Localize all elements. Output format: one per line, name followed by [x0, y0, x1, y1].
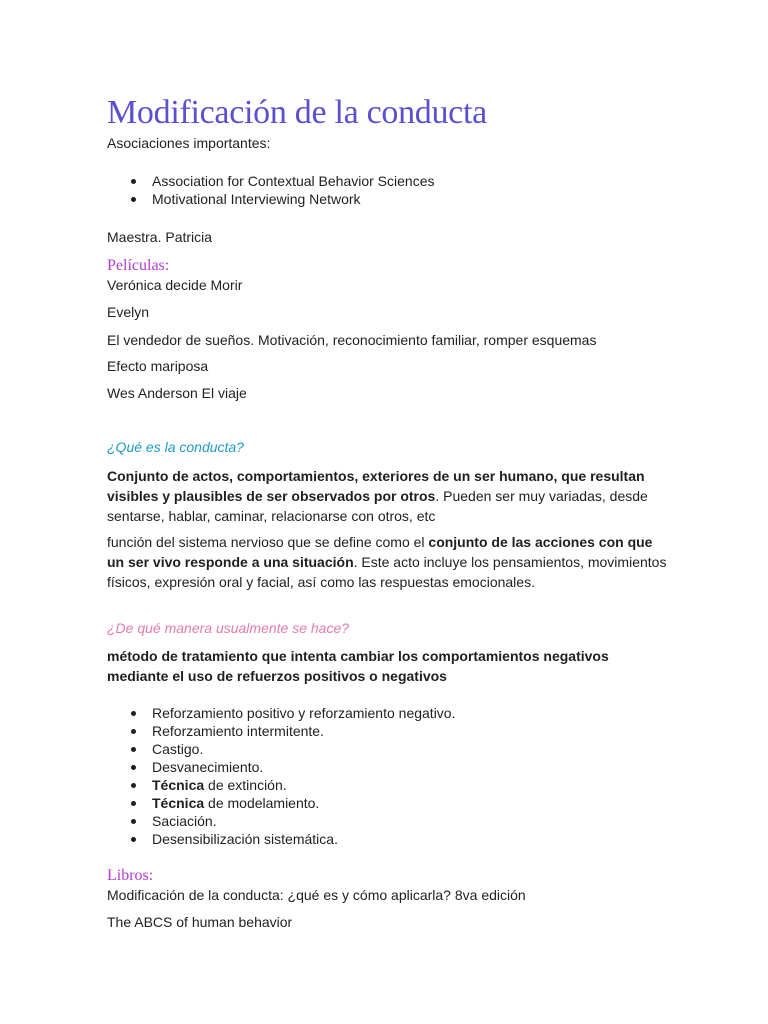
technique-text: Desensibilización sistemática. [152, 831, 338, 847]
technique-text: de extinción. [204, 777, 287, 793]
behavior-definition-rest: . Pueden ser muy variadas, desde sentarse, hablar, caminar, relacionarse con otros, etc [107, 488, 648, 524]
list-item [107, 740, 455, 758]
associations-list [107, 172, 434, 208]
books-heading: Libros: [107, 867, 154, 884]
book-item: Modificación de la conducta: ¿qué es y cómo aplicarla? 8va edición [107, 887, 526, 903]
list-item: Motivational Interviewing Network [107, 190, 434, 208]
list-item [107, 704, 455, 722]
technique-text: Desvanecimiento. [152, 759, 264, 775]
list-item [107, 794, 455, 812]
movies-heading: Películas: [107, 257, 170, 274]
list-item [107, 776, 455, 794]
list-item: Association for Contextual Behavior Sciences [107, 172, 434, 190]
movie-item: El vendedor de sueños. Motivación, reconocimiento familiar, romper esquemas [107, 332, 597, 348]
nervous-system-bold: conjunto de las acciones con que un ser vivo responde a una situación [107, 534, 653, 570]
nervous-system-paragraph [107, 532, 667, 592]
movie-item: Efecto mariposa [107, 358, 209, 374]
book-item: The ABCS of human behavior [107, 914, 293, 930]
technique-bold: Técnica [152, 795, 205, 811]
movie-item: Evelyn [107, 304, 150, 320]
technique-text: Saciación. [152, 813, 217, 829]
behavior-definition-bold: Conjunto de actos, comportamientos, exteriores de un ser humano, que resultan visibles y plausibles de ser observados por otros [107, 468, 645, 504]
technique-text: de modelamiento. [204, 795, 320, 811]
teacher-name: Maestra. Patricia [107, 229, 213, 245]
movie-item: Wes Anderson El viaje [107, 385, 247, 401]
technique-text: Castigo. [152, 741, 204, 757]
list-item [107, 812, 455, 830]
method-definition: método de tratamiento que intenta cambiar los comportamientos negativos mediante el uso de refuerzos positivos o negativos [107, 648, 609, 684]
technique-text: Reforzamiento intermitente. [152, 723, 324, 739]
behavior-definition-paragraph [107, 466, 667, 526]
behavior-question: ¿Qué es la conducta? [107, 439, 244, 455]
movie-item: Verónica decide Morir [107, 277, 243, 293]
list-item [107, 722, 455, 740]
list-item [107, 830, 455, 848]
method-question: ¿De qué manera usualmente se hace? [107, 620, 350, 636]
list-item [107, 758, 455, 776]
nervous-system-start: función del sistema nervioso que se define como el [107, 534, 429, 550]
techniques-list [107, 704, 455, 848]
page-title: Modificación de la conducta [107, 94, 487, 131]
technique-bold: Técnica [152, 777, 205, 793]
associations-heading: Asociaciones importantes: [107, 135, 271, 151]
nervous-system-rest: . Este acto incluye los pensamientos, movimientos físicos, expresión oral y facial, así como las respuestas emocionales. [107, 554, 667, 590]
technique-text: Reforzamiento positivo y reforzamiento negativo. [152, 705, 456, 721]
